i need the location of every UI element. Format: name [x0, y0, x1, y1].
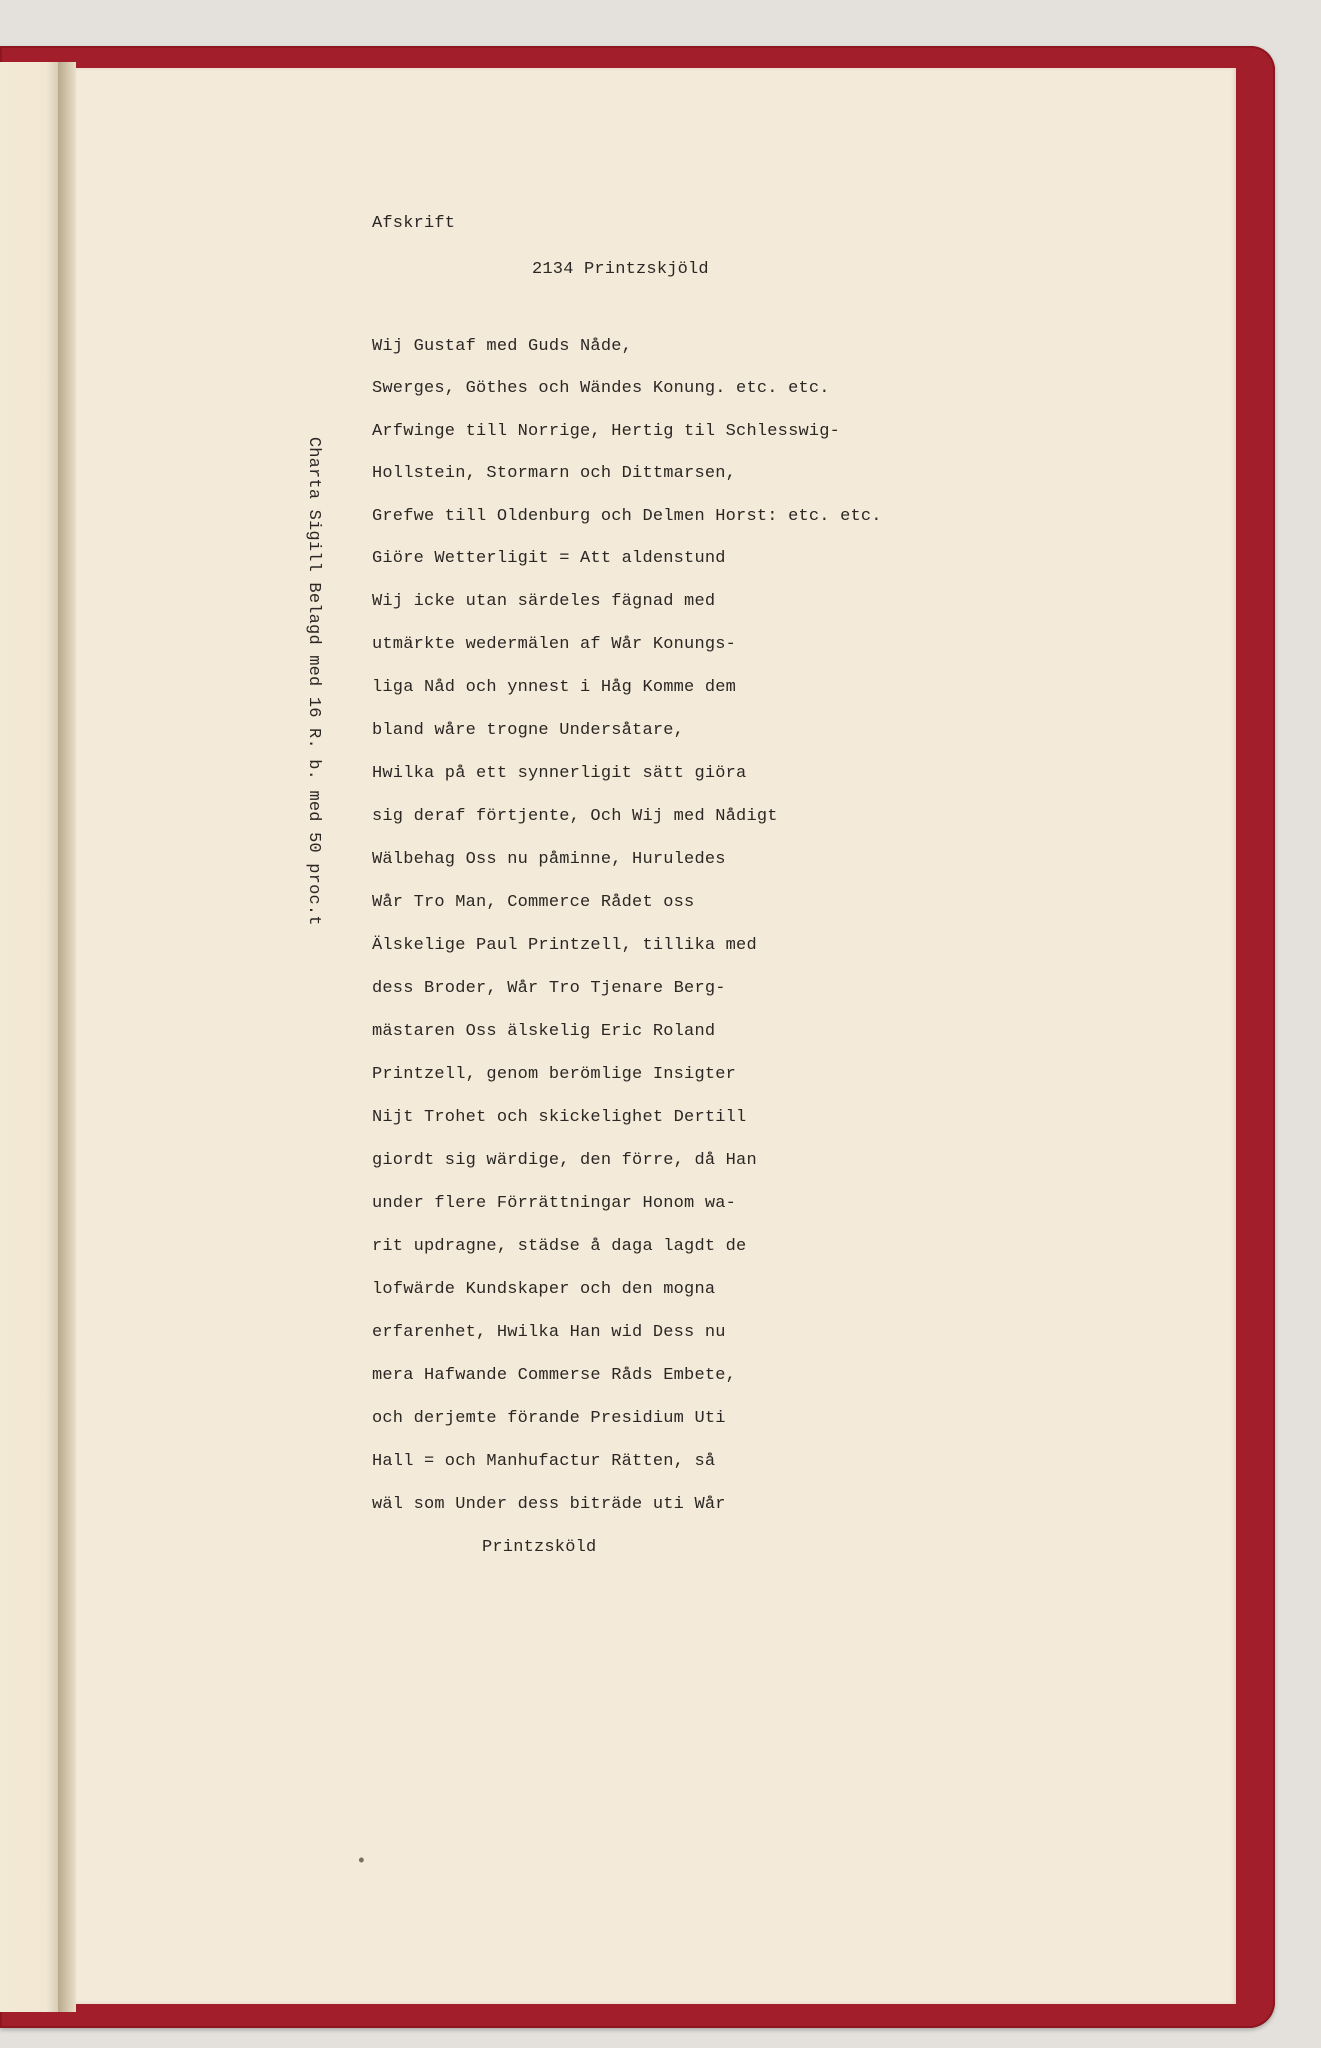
body-line-14: Wår Tro Man, Commerce Rådet oss	[372, 893, 695, 912]
body-line-16: dess Broder, Wår Tro Tjenare Berg-	[372, 979, 726, 998]
body-line-25: mera Hafwande Commerse Råds Embete,	[372, 1366, 737, 1385]
body-line-4: Hollstein, Stormarn och Dittmarsen,	[372, 464, 737, 483]
body-line-23: lofwärde Kundskaper och den mogna	[372, 1280, 716, 1299]
document-heading: Afskrift	[372, 214, 456, 233]
body-line-12: sig deraf förtjente, Och Wij med Nådigt	[372, 807, 778, 826]
body-line-6: Giöre Wetterligit = Att aldenstund	[372, 549, 726, 568]
body-line-11: Hwilka på ett synnerligit sätt giöra	[372, 764, 747, 783]
body-line-5: Grefwe till Oldenburg och Delmen Horst: etc. etc.	[372, 507, 882, 526]
body-line-22: rit updragne, städse å daga lagdt de	[372, 1237, 747, 1256]
left-page-edge	[0, 62, 58, 2012]
body-line-24: erfarenhet, Hwilka Han wid Dess nu	[372, 1323, 726, 1342]
margin-note-text: Charta Sigill Belagd med 16 R. b. med 50 proc.	[304, 436, 323, 916]
body-line-26: och derjemte förande Presidium Uti	[372, 1409, 726, 1428]
body-line-9: liga Nåd och ynnest i Håg Komme dem	[372, 678, 737, 697]
ink-dot-mark: •	[356, 1852, 367, 1872]
body-line-21: under flere Förrättningar Honom wa-	[372, 1194, 737, 1213]
body-line-8: utmärkte wedermälen af Wår Konungs-	[372, 635, 737, 654]
body-line-19: Nijt Trohet och skickelighet Dertill	[372, 1108, 747, 1127]
body-line-2: Swerges, Göthes och Wändes Konung. etc. etc.	[372, 379, 830, 398]
book-spine-gutter	[58, 62, 76, 2012]
body-line-15: Älskelige Paul Printzell, tillika med	[372, 936, 757, 955]
margin-note-mark: t	[304, 915, 323, 926]
margin-note-vertical	[304, 416, 342, 926]
catchword: Printzsköld	[482, 1538, 597, 1557]
body-line-17: mästaren Oss älskelig Eric Roland	[372, 1022, 716, 1041]
body-line-13: Wälbehag Oss nu påminne, Huruledes	[372, 850, 726, 869]
body-line-7: Wij icke utan särdeles fägnad med	[372, 592, 716, 611]
body-line-10: bland wåre trogne Undersåtare,	[372, 721, 685, 740]
body-line-3: Arfwinge till Norrige, Hertig til Schlesswig-	[372, 422, 841, 441]
body-line-18: Printzell, genom berömlige Insigter	[372, 1065, 737, 1084]
body-line-28: wäl som Under dess biträde uti Wår	[372, 1495, 726, 1514]
body-line-20: giordt sig wärdige, den förre, då Han	[372, 1151, 757, 1170]
body-line-1: Wij Gustaf med Guds Nåde,	[372, 337, 633, 356]
body-line-27: Hall = och Manhufactur Rätten, så	[372, 1452, 716, 1471]
document-number-title: 2134 Printzskjöld	[532, 260, 709, 279]
